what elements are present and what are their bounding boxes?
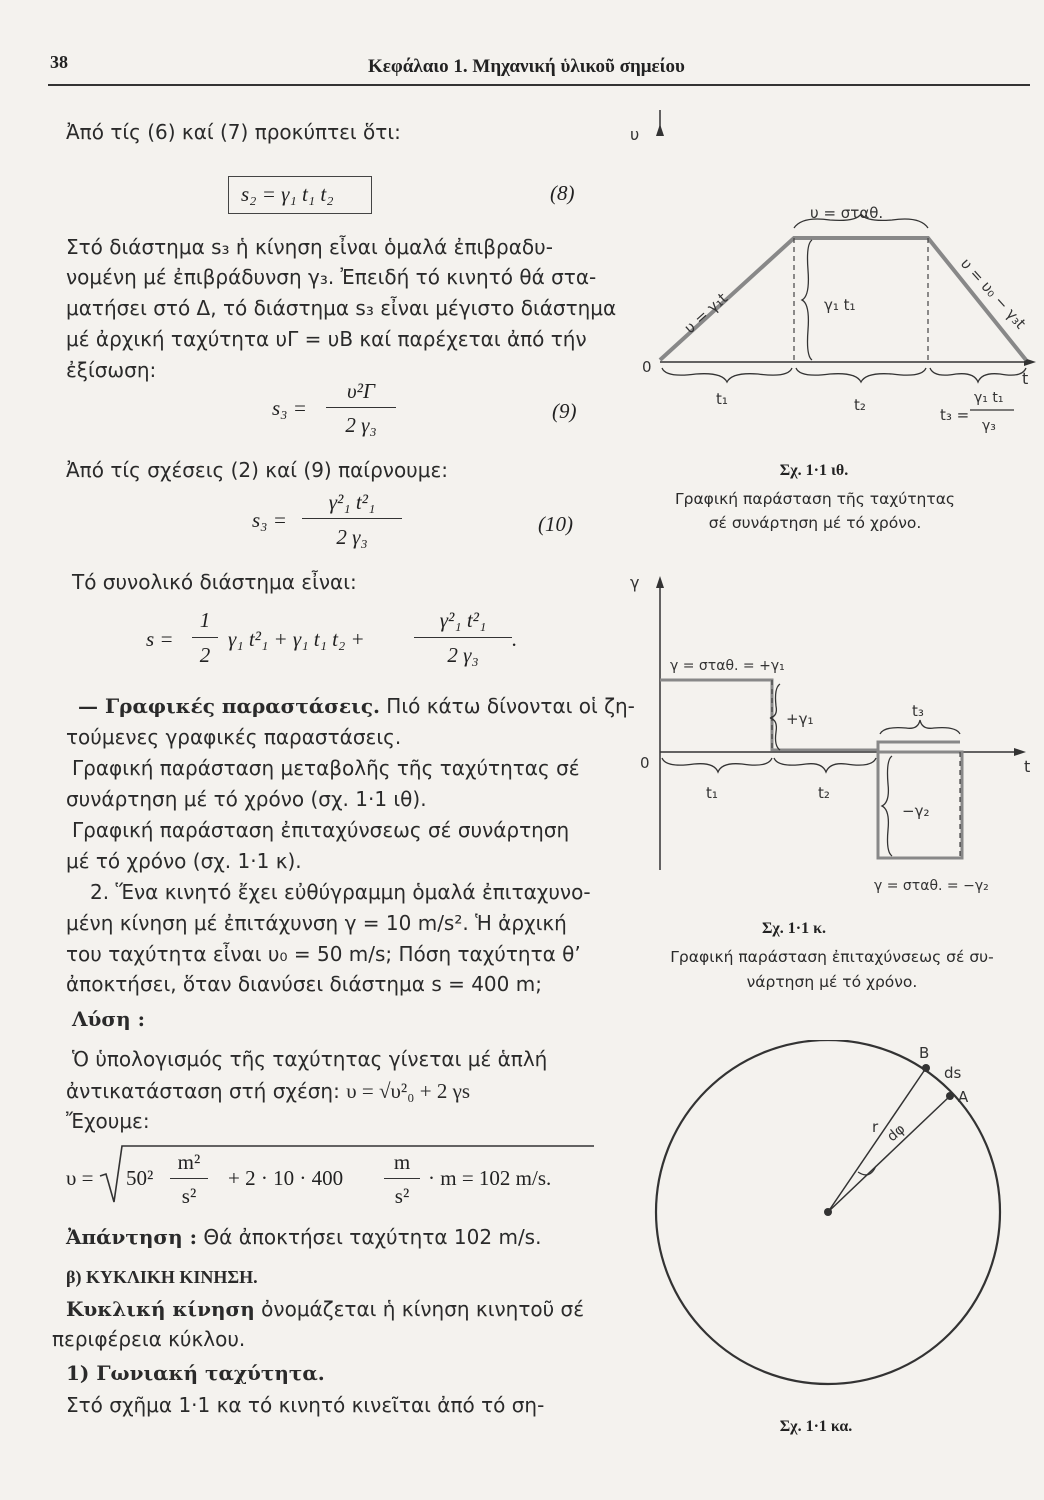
origin-label: 0 [642, 358, 652, 376]
A-label: Α [958, 1088, 969, 1106]
fig-ith-caption-line-1: Γραφική παράσταση τῆς ταχύτητας [674, 490, 956, 508]
time-axis-k-arrow [1014, 748, 1026, 756]
calc-unit2-num: m [393, 1150, 411, 1174]
point-B [922, 1064, 930, 1072]
equation-total-frac2-num: γ²₁ t²₁ [439, 608, 487, 632]
answer-line [66, 1222, 541, 1252]
graphs-heading-line [78, 691, 635, 721]
point-A [946, 1092, 954, 1100]
graphs-line-2: Γραφική παράσταση μεταβολῆς τῆς ταχύτητας σέ [72, 756, 580, 780]
calc-unit1-den: s² [181, 1184, 197, 1208]
para-s3-3: ματήσει στό Δ, τό διάστημα s₃ εἶναι μέγιστο διάστημα [66, 296, 617, 320]
problem-line-2: μένη κίνηση μέ ἐπιτάχυνση γ = 10 m/s². Ἡ ἀρχική [66, 911, 567, 935]
dphi-label: dφ [884, 1121, 909, 1146]
answer-text: Θά ἀποκτήσει ταχύτητα 102 m/s. [203, 1225, 542, 1249]
falling-label: υ = υ₀ − γ₃t [957, 254, 1030, 333]
para-s3-2: νομένη μέ ἐπιβράδυνση γ₃. Ἐπειδή τό κινητό θά στα- [66, 265, 597, 289]
calc-unit1-bar [170, 1178, 208, 1179]
calc-line-1: Ὁ ὑπολογισμός τῆς ταχύτητας γίνεται μέ ἁπλή [72, 1047, 548, 1071]
fig-ka-caption-head: Σχ. 1·1 κα. [779, 1418, 853, 1435]
last-line: Στό σχῆμα 1·1 κα τό κινητό κινεῖται ἀπό τό ση- [66, 1393, 545, 1417]
problem-line-1: 2. Ἕνα κινητό ἔχει εὐθύγραμμη ὁμαλά ἐπιταχυνο- [90, 880, 591, 904]
equation-8-label: (8) [550, 181, 575, 205]
equation-8-box [228, 176, 372, 214]
equation-10-lhs: s₃ = [252, 508, 287, 532]
positive-const-label: γ = σταθ. = +γ₁ [670, 658, 785, 674]
velocity-time-graph [630, 110, 1044, 450]
k-t3-label: t₃ [912, 702, 924, 720]
radius-to-B [828, 1068, 926, 1212]
para-s3-5: ἐξίσωση: [66, 358, 157, 382]
graphs-heading: — Γραφικές παραστάσεις. [78, 694, 380, 718]
k-t3-brace [880, 720, 960, 734]
calc-term-c: · m = 102 m/s. [428, 1166, 552, 1190]
calc-unit2-den: s² [394, 1184, 410, 1208]
equation-total-frac1-bar [192, 637, 218, 638]
gamma-t1-brace [802, 240, 812, 360]
radius-label: r [872, 1118, 879, 1136]
calc-unit1-num: m² [177, 1150, 201, 1174]
acceleration-time-graph [630, 570, 1044, 900]
total-distance-line: Τό συνολικό διάστημα εἶναι: [72, 570, 357, 594]
answer-label: Ἀπάντηση : [66, 1225, 198, 1249]
time-axis-label: t [1022, 369, 1029, 388]
k-t2-brace [774, 758, 876, 772]
fig-ith-caption-line-2: σέ συνάρτηση μέ τό χρόνο. [708, 514, 922, 532]
equation-total-frac2-den: 2 γ₃ [447, 643, 479, 667]
acceleration-axis-arrow [656, 576, 664, 588]
velocity-formula: υ = √υ²₀ + 2 γs [346, 1079, 471, 1103]
para-s3-1: Στό διάστημα s₃ ἡ κίνηση εἶναι ὁμαλά ἐπιβραδυ- [66, 235, 553, 259]
equation-9-fraction-bar [326, 407, 396, 408]
k-t1-brace [662, 758, 772, 772]
calc-term-a: 50² [126, 1166, 154, 1190]
circle-center [824, 1208, 832, 1216]
gamma-t1-label: γ₁ t₁ [824, 296, 856, 314]
graphs-line-1: τούμενες γραφικές παραστάσεις. [66, 725, 402, 749]
equation-10-denominator: 2 γ₃ [336, 525, 368, 549]
calc-term-b: + 2 · 10 · 400 [228, 1166, 344, 1190]
chapter-title: Κεφάλαιο 1. Μηχανική ὑλικοῦ σημείου [368, 56, 685, 77]
origin-k-label: 0 [640, 754, 650, 772]
circular-motion-term: Κυκλική κίνηση [66, 1297, 255, 1321]
t2-label: t₂ [854, 396, 866, 414]
equation-8: s₂ = γ₁ t₁ t₂ [241, 182, 334, 206]
have-line: Ἔχουμε: [66, 1109, 150, 1133]
ds-label: ds [944, 1064, 962, 1082]
equation-9-numerator: υ²Γ [347, 379, 375, 403]
calc-unit2-bar [384, 1178, 420, 1179]
t3-brace [930, 368, 1026, 382]
t1-brace [662, 368, 792, 382]
equation-9-lhs: s₃ = [272, 396, 307, 420]
page-number: 38 [50, 52, 68, 72]
fig-k-caption-line-2: νάρτηση μέ τό χρόνο. [746, 973, 918, 991]
fig-k-caption-head: Σχ. 1·1 κ. [761, 920, 827, 937]
circular-motion-figure [640, 1040, 1040, 1390]
equation-total-end: . [512, 627, 518, 651]
graphs-heading-rest: Πιό κάτω δίνονται οἱ ζη- [379, 694, 635, 718]
angle-arc [858, 1166, 876, 1175]
B-label: Β [919, 1044, 930, 1062]
equation-total-frac1-num: 1 [199, 608, 211, 632]
equation-10-label: (10) [538, 512, 573, 536]
negative-gamma-brace [882, 756, 892, 856]
problem-line-4: ἀποκτήσει, ὅταν διανύσει διάστημα s = 400 m; [66, 972, 542, 996]
graphs-line-5: μέ τό χρόνο (σχ. 1·1 κ). [66, 849, 302, 873]
equation-9-label: (9) [552, 399, 577, 423]
k-t2-label: t₂ [818, 784, 830, 802]
equation-10-fraction-bar [302, 518, 402, 519]
section-b-title: β) ΚΥΚΛΙΚΗ ΚΙΝΗΣΗ. [66, 1267, 258, 1287]
positive-gamma-label: +γ₁ [786, 710, 814, 728]
equation-10-numerator: γ²₁ t²₁ [328, 490, 376, 514]
velocity-axis-arrow [656, 124, 664, 136]
k-t1-label: t₁ [706, 784, 718, 802]
equation-total-middle: γ₁ t²₁ + γ₁ t₁ t₂ + [228, 627, 365, 651]
equation-total-frac2-bar [414, 637, 512, 638]
solution-label: Λύση : [72, 1007, 146, 1031]
fig-k-caption-line-1: Γραφική παράσταση ἐπιταχύνσεως σέ συ- [670, 948, 994, 966]
header-rule [48, 84, 1030, 86]
circular-def-line [66, 1294, 584, 1324]
negative-gamma-label: −γ₂ [902, 802, 930, 820]
negative-const-label: γ = σταθ. = −γ₂ [874, 878, 989, 894]
t3-numerator: γ₁ t₁ [974, 390, 1004, 406]
t3-denominator: γ₃ [982, 418, 996, 434]
rising-label: υ = γ₁t [680, 289, 731, 337]
acceleration-axis-label: γ [630, 573, 640, 592]
calc-lhs: υ = [66, 1166, 94, 1190]
graphs-line-4: Γραφική παράσταση ἐπιταχύνσεως σέ συνάρτηση [72, 818, 570, 842]
calc-line-2-text: ἀντικατάσταση στή σχέση: [66, 1079, 340, 1103]
fig-ith-caption-head: Σχ. 1·1 ιθ. [779, 462, 849, 479]
intro-line: Ἀπό τίς (6) καί (7) προκύπτει ὅτι: [66, 120, 401, 144]
graphs-line-3: συνάρτηση μέ τό χρόνο (σχ. 1·1 ιθ). [66, 787, 427, 811]
angular-velocity-title: 1) Γωνιακή ταχύτητα. [66, 1361, 325, 1385]
para-s3-4: μέ ἀρχική ταχύτητα υΓ = υΒ καί παρέχεται ἀπό τήν [66, 327, 587, 351]
relations-line: Ἀπό τίς σχέσεις (2) καί (9) παίρνουμε: [66, 458, 449, 482]
time-axis-k-label: t [1024, 757, 1031, 776]
velocity-axis-label: υ [630, 125, 640, 144]
equation-total-lhs: s = [146, 627, 174, 651]
equation-total-frac1-den: 2 [199, 643, 211, 667]
equation-9-denominator: 2 γ₃ [345, 413, 377, 437]
problem-line-3: του ταχύτητα εἶναι υ₀ = 50 m/s; Πόση ταχύτητα θ’ [66, 942, 581, 966]
radius-to-A [828, 1096, 950, 1212]
circular-def-line-2: περιφέρεια κύκλου. [52, 1327, 246, 1351]
t2-brace [796, 368, 926, 382]
t3-lhs: t₃ = [940, 406, 970, 424]
circular-def-rest: ὀνομάζεται ἡ κίνηση κινητοῦ σέ [254, 1297, 585, 1321]
t1-label: t₁ [716, 390, 728, 408]
constant-velocity-label: υ = σταθ. [810, 204, 884, 222]
calc-line-2 [66, 1076, 470, 1106]
